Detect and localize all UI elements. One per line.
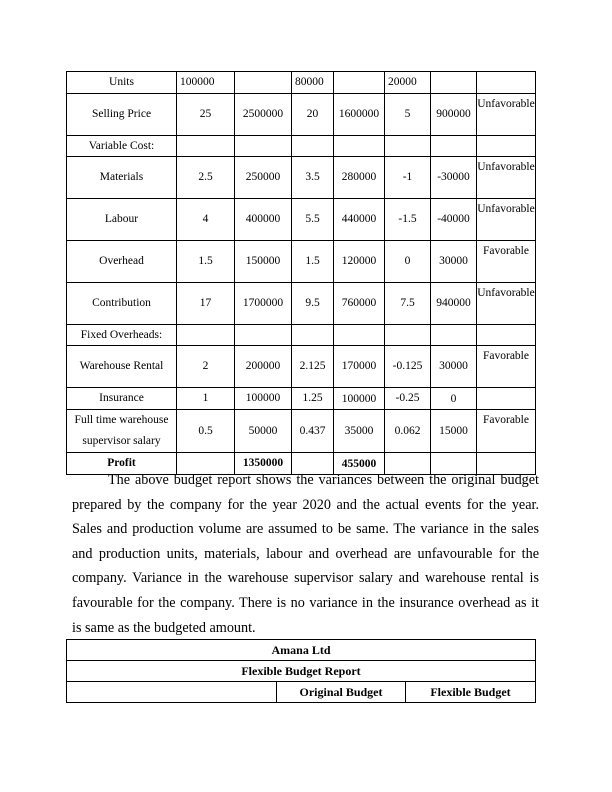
value-cell: 15000 (431, 410, 477, 453)
value-cell (431, 136, 477, 157)
value-cell: 5.5 (292, 199, 334, 241)
value-cell: 2500000 (235, 94, 292, 136)
table-row (67, 136, 536, 157)
table-row (67, 283, 536, 325)
header-blank-cell (67, 682, 277, 703)
value-cell: 30000 (431, 241, 477, 283)
value-cell: 9.5 (292, 283, 334, 325)
value-cell: -0.25 (385, 388, 431, 410)
value-cell: 455000 (334, 453, 385, 475)
company-name: Amana Ltd (67, 640, 536, 661)
value-cell: -40000 (431, 199, 477, 241)
value-cell: 120000 (334, 241, 385, 283)
row-label-cell: Full time warehouse supervisor salary (67, 410, 177, 453)
value-cell: Unfavorable (477, 94, 536, 136)
value-cell (177, 325, 235, 346)
value-cell (235, 136, 292, 157)
value-cell: 0.062 (385, 410, 431, 453)
value-cell (235, 72, 292, 94)
value-cell: 100000 (235, 388, 292, 410)
value-cell (477, 388, 536, 410)
row-label-cell: Contribution (67, 283, 177, 325)
value-cell (385, 325, 431, 346)
value-cell: Favorable (477, 346, 536, 388)
table-row (67, 388, 536, 410)
table-row (67, 199, 536, 241)
header-flexible-budget: Flexible Budget (406, 682, 536, 703)
value-cell: 100000 (334, 388, 385, 410)
report-title: Flexible Budget Report (67, 661, 536, 682)
table-row (67, 72, 536, 94)
value-cell: 7.5 (385, 283, 431, 325)
value-cell: Favorable (477, 241, 536, 283)
variance-table (66, 71, 536, 475)
row-label-cell: Profit (67, 453, 177, 475)
value-cell: 1 (177, 388, 235, 410)
value-cell: -30000 (431, 157, 477, 199)
table-row (67, 346, 536, 388)
value-cell: Unfavorable (477, 283, 536, 325)
value-cell: 1350000 (235, 453, 292, 475)
value-cell: 250000 (235, 157, 292, 199)
table-row (67, 325, 536, 346)
value-cell: 80000 (292, 72, 334, 94)
value-cell: 50000 (235, 410, 292, 453)
value-cell: 20000 (385, 72, 431, 94)
value-cell (334, 325, 385, 346)
value-cell: 100000 (177, 72, 235, 94)
table-row (67, 241, 536, 283)
value-cell: Unfavorable (477, 199, 536, 241)
value-cell: 400000 (235, 199, 292, 241)
table-row (67, 410, 536, 453)
value-cell: 3.5 (292, 157, 334, 199)
value-cell: 1600000 (334, 94, 385, 136)
value-cell: 0 (385, 241, 431, 283)
value-cell (292, 136, 334, 157)
value-cell: 20 (292, 94, 334, 136)
value-cell: 0.5 (177, 410, 235, 453)
row-label-cell: Variable Cost: (67, 136, 177, 157)
value-cell (334, 72, 385, 94)
value-cell (431, 72, 477, 94)
value-cell: 150000 (235, 241, 292, 283)
value-cell: 35000 (334, 410, 385, 453)
value-cell: 440000 (334, 199, 385, 241)
value-cell: 4 (177, 199, 235, 241)
value-cell (235, 325, 292, 346)
value-cell: 280000 (334, 157, 385, 199)
value-cell (477, 325, 536, 346)
row-label-cell: Labour (67, 199, 177, 241)
row-label-cell: Warehouse Rental (67, 346, 177, 388)
value-cell: Favorable (477, 410, 536, 453)
table-row (67, 94, 536, 136)
row-label-cell: Overhead (67, 241, 177, 283)
value-cell: 900000 (431, 94, 477, 136)
row-label-cell: Insurance (67, 388, 177, 410)
value-cell (177, 136, 235, 157)
value-cell (431, 325, 477, 346)
value-cell: 0 (431, 388, 477, 410)
row-label-cell: Selling Price (67, 94, 177, 136)
value-cell: 940000 (431, 283, 477, 325)
value-cell: 2 (177, 346, 235, 388)
value-cell (334, 136, 385, 157)
flexible-budget-table (66, 639, 536, 703)
value-cell (477, 136, 536, 157)
value-cell: 2.5 (177, 157, 235, 199)
value-cell: 1700000 (235, 283, 292, 325)
row-label-cell: Fixed Overheads: (67, 325, 177, 346)
value-cell: 0.437 (292, 410, 334, 453)
row-label-cell: Materials (67, 157, 177, 199)
value-cell: 170000 (334, 346, 385, 388)
value-cell: 200000 (235, 346, 292, 388)
value-cell: 30000 (431, 346, 477, 388)
header-original-budget: Original Budget (277, 682, 406, 703)
value-cell: 25 (177, 94, 235, 136)
table-row (67, 157, 536, 199)
value-cell: 1.5 (292, 241, 334, 283)
value-cell (385, 136, 431, 157)
value-cell: 5 (385, 94, 431, 136)
value-cell: 1.5 (177, 241, 235, 283)
value-cell: 2.125 (292, 346, 334, 388)
value-cell: 17 (177, 283, 235, 325)
value-cell (292, 325, 334, 346)
value-cell: Unfavorable (477, 157, 536, 199)
value-cell: -1 (385, 157, 431, 199)
value-cell: -0.125 (385, 346, 431, 388)
value-cell: 760000 (334, 283, 385, 325)
value-cell (477, 72, 536, 94)
value-cell: 1.25 (292, 388, 334, 410)
value-cell: -1.5 (385, 199, 431, 241)
analysis-paragraph: The above budget report shows the variances between the original budget prepared by the company for the year 2020 and the actual events for the year. Sales and production volume are assumed to be same. The variance in the sales and production units, materials, labour and overhead are unfavourable for the company. Variance in the warehouse supervisor salary and warehouse rental is favourable for the company. There is no variance in the insurance overhead as it is same as the budgeted amount. (72, 472, 539, 636)
row-label-cell: Units (67, 72, 177, 94)
